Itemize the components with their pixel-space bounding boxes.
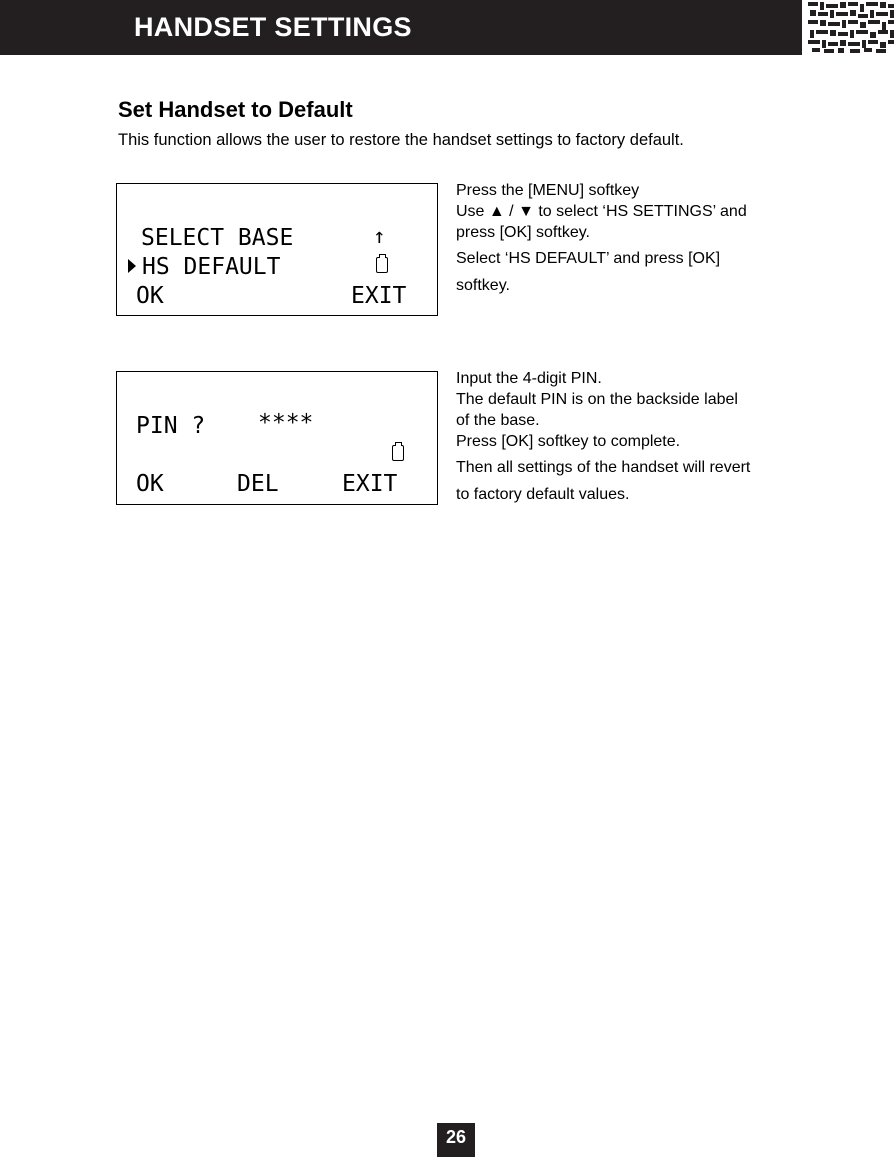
instruction-line: Select ‘HS DEFAULT’ and press [OK] bbox=[456, 250, 721, 267]
scroll-up-arrow-icon: ↑ bbox=[373, 224, 386, 248]
lcd-pin-prompt: PIN ? bbox=[136, 413, 206, 439]
instructions-step-1 bbox=[456, 180, 816, 296]
lcd-screen-pin-entry bbox=[116, 371, 438, 505]
instruction-line: to factory default values. bbox=[456, 486, 630, 503]
instruction-line: softkey. bbox=[456, 277, 510, 294]
lcd-softkey-exit: EXIT bbox=[342, 471, 398, 497]
instruction-line: Press [OK] softkey to complete. bbox=[456, 433, 681, 450]
page-header-title: HANDSET SETTINGS bbox=[134, 12, 412, 42]
battery-icon bbox=[376, 257, 388, 273]
page-number: 26 bbox=[437, 1123, 475, 1157]
decorative-pattern-icon bbox=[806, 0, 896, 55]
lcd-pin-value: **** bbox=[258, 410, 314, 436]
instructions-step-2 bbox=[456, 368, 816, 505]
lcd-softkey-ok: OK bbox=[136, 283, 164, 309]
lcd-softkey-del: DEL bbox=[237, 471, 279, 497]
instruction-line: press [OK] softkey. bbox=[456, 224, 590, 241]
instruction-line: The default PIN is on the backside label bbox=[456, 391, 738, 408]
instruction-line: Press the [MENU] softkey bbox=[456, 182, 640, 199]
battery-icon bbox=[392, 445, 404, 461]
header-bar bbox=[0, 0, 802, 55]
menu-cursor-icon bbox=[128, 259, 136, 273]
section-title: Set Handset to Default bbox=[118, 97, 353, 122]
section-description: This function allows the user to restore the handset settings to factory default. bbox=[118, 131, 684, 149]
lcd-menu-item-select-base: SELECT BASE bbox=[141, 225, 294, 251]
lcd-softkey-ok: OK bbox=[136, 471, 164, 497]
instruction-line: Use ▲ / ▼ to select ‘HS SETTINGS’ and bbox=[456, 203, 747, 220]
instruction-line: Then all settings of the handset will revert bbox=[456, 459, 751, 476]
instruction-line: Input the 4-digit PIN. bbox=[456, 370, 602, 387]
lcd-menu-item-hs-default: HS DEFAULT bbox=[142, 254, 281, 280]
lcd-softkey-exit: EXIT bbox=[351, 283, 407, 309]
instruction-line: of the base. bbox=[456, 412, 540, 429]
lcd-screen-select-default bbox=[116, 183, 438, 316]
